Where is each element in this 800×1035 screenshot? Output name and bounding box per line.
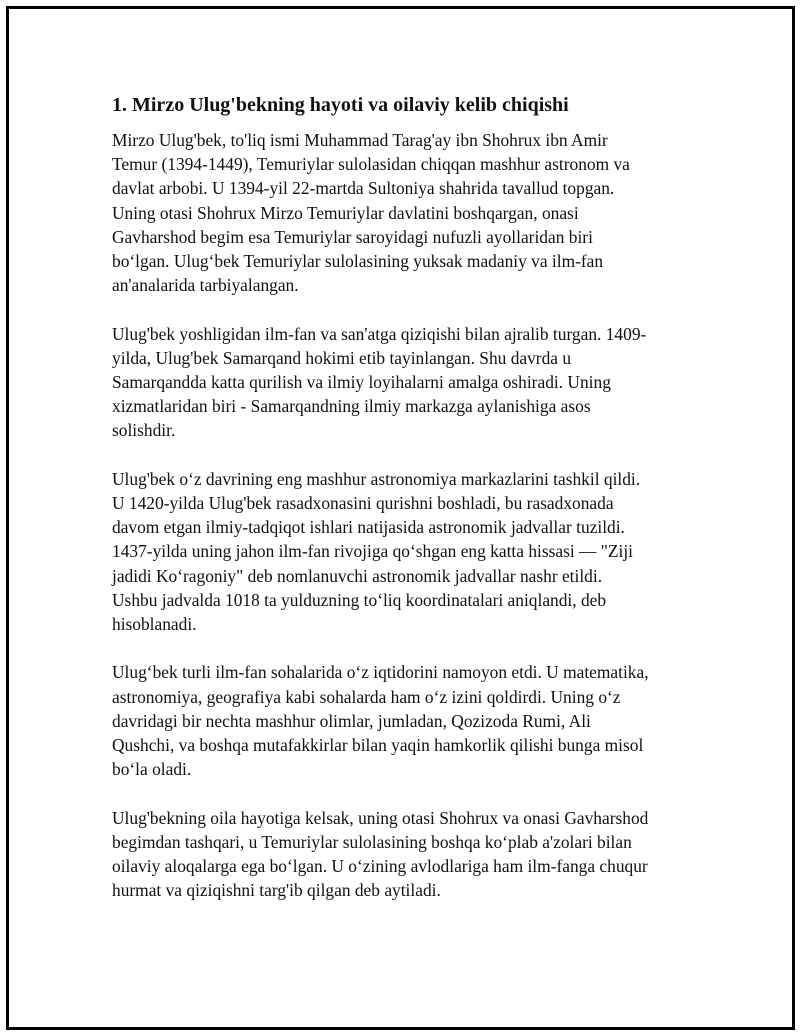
text-line: hurmat va qiziqishni targ'ib qilgan deb aytiladi. bbox=[112, 880, 441, 901]
text-line: Mirzo Ulug'bek, to'liq ismi Muhammad Tarag'ay ibn Shohrux ibn Amir bbox=[112, 130, 608, 150]
text-line: Gavharshod begim esa Temuriylar saroyidagi nufuzli ayollaridan biri bbox=[112, 226, 593, 247]
text-line: davlat arbobi. U 1394-yil 22-martda Sultoniya shahrida tavallud topgan. bbox=[112, 178, 615, 199]
paragraph bbox=[112, 660, 692, 781]
text-line: Qushchi, va boshqa mutafakkirlar bilan yaqin hamkorlik qilishi bunga misol bbox=[112, 735, 644, 756]
text-line: bo‘lgan. Ulug‘bek Temuriylar sulolasining yuksak madaniy va ilm-fan bbox=[112, 251, 604, 272]
text-line: hisoblanadi. bbox=[112, 614, 197, 635]
text-line: oilaviy aloqalarga ega bo‘lgan. U o‘zining avlodlariga ham ilm-fanga chuqur bbox=[112, 856, 648, 877]
text-line: Ushbu jadvalda 1018 ta yulduzning to‘liq koordinatalari aniqlandi, deb bbox=[112, 589, 607, 610]
text-line: solishdir. bbox=[112, 420, 176, 441]
text-line: astronomiya, geografiya kabi sohalarda ham o‘z izini qoldirdi. Uning o‘z bbox=[112, 686, 621, 707]
text-line: Uning otasi Shohrux Mirzo Temuriylar davlatini boshqargan, onasi bbox=[112, 202, 579, 223]
text-line: davridagi bir nechta mashhur olimlar, jumladan, Qozizoda Rumi, Ali bbox=[112, 710, 591, 731]
text-line: 1437-yilda uning jahon ilm-fan rivojiga qo‘shgan eng katta hissasi — "Ziji bbox=[112, 541, 633, 562]
paragraph bbox=[112, 322, 692, 443]
text-line: Samarqandda katta qurilish va ilmiy loyihalarni amalga oshiradi. Uning bbox=[112, 372, 611, 393]
text-line: jadidi Ko‘ragoniy" deb nomlanuvchi astronomik jadvallar nashr etildi. bbox=[112, 565, 603, 586]
paragraph-list bbox=[112, 128, 692, 902]
text-line: begimdan tashqari, u Temuriylar sulolasining boshqa ko‘plab a'zolari bilan bbox=[112, 831, 632, 852]
text-line: U 1420-yilda Ulug'bek rasadxonasini qurishni boshladi, bu rasadxonada bbox=[112, 493, 614, 514]
text-line: Ulug'bek yoshligidan ilm-fan va san'atga qiziqishi bilan ajralib turgan. 1409- bbox=[112, 323, 647, 344]
paragraph bbox=[112, 467, 692, 636]
text-line: Temur (1394-1449), Temuriylar sulolasidan chiqqan mashhur astronom va bbox=[112, 154, 630, 175]
text-line: xizmatlaridan biri - Samarqandning ilmiy markazga aylanishiga asos bbox=[112, 396, 591, 417]
text-line: bo‘la oladi. bbox=[112, 759, 192, 780]
text-line: Ulug'bekning oila hayotiga kelsak, uning otasi Shohrux va onasi Gavharshod bbox=[112, 807, 649, 828]
document-body bbox=[112, 92, 692, 927]
text-line: Ulug‘bek turli ilm-fan sohalarida o‘z iqtidorini namoyon etdi. U matematika, bbox=[112, 662, 649, 683]
text-line: Ulug'bek o‘z davrining eng mashhur astronomiya markazlarini tashkil qildi. bbox=[112, 468, 641, 489]
document-title: 1. Mirzo Ulug'bekning hayoti va oilaviy kelib chiqishi bbox=[112, 94, 569, 116]
text-line: an'analarida tarbiyalangan. bbox=[112, 275, 299, 296]
text-line: yilda, Ulug'bek Samarqand hokimi etib tayinlangan. Shu davrda u bbox=[112, 347, 572, 368]
text-line: davom etgan ilmiy-tadqiqot ishlari natijasida astronomik jadvallar tuzildi. bbox=[112, 517, 625, 538]
paragraph bbox=[112, 806, 692, 903]
paragraph bbox=[112, 128, 692, 297]
